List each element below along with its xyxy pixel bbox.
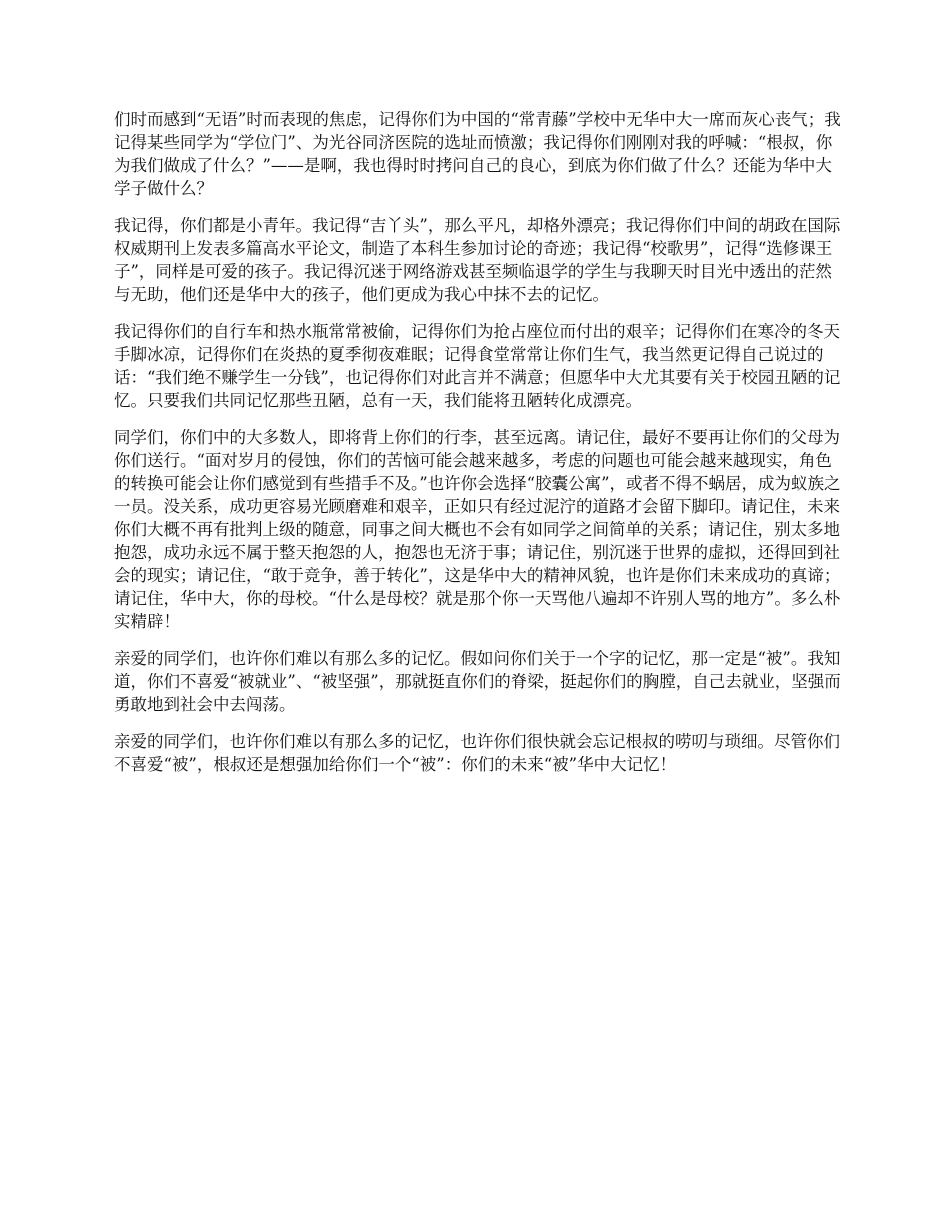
paragraph-6: 亲爱的同学们，也许你们难以有那么多的记忆，也许你们很快就会忘记根叔的唠叨与琐细。尽管你们不喜爱“被”，根叔还是想强加给你们一个“被”：你们的未来“被”华中大记忆！ (114, 732, 840, 774)
paragraph-1: 们时而感到“无语”时而表现的焦虑，记得你们为中国的“常青藤”学校中无华中大一席而灰心丧气；我记得某些同学为“学位门”、为光谷同济医院的选址而愤激；我记得你们刚刚对我的呼喊：“根叔，你为我们做成了什么？”——是啊，我也得时时拷问自己的良心，到底为你们做了什么？还能为华中大学子做什么？ (114, 110, 841, 198)
paragraph-3: 我记得你们的自行车和热水瓶常常被偷，记得你们为抢占座位而付出的艰辛；记得你们在寒冷的冬天手脚冰凉，记得你们在炎热的夏季彻夜难眠；记得食堂常常让你们生气，我当然更记得自己说过的话：“我们绝不赚学生一分钱”，也记得你们对此言并不满意；但愿华中大尤其要有关于校园丑陋的记忆。只要我们共同记忆那些丑陋，总有一天，我们能将丑陋转化成漂亮。 (114, 322, 841, 410)
paragraph-4: 同学们，你们中的大多数人，即将背上你们的行李，甚至远离。请记住，最好不要再让你们的父母为你们送行。“面对岁月的侵蚀，你们的苦恼可能会越来越多，考虑的问题也可能会越来越现实，角色的转换可能会让你们感觉到有些措手不及。”也许你会选择“胶囊公寓”，或者不得不蜗居，成为蚁族之一员。没关系，成功更容易光顾磨难和艰辛，正如只有经过泥泞的道路才会留下脚印。请记住，未来你们大概不再有批判上级的随意，同事之间大概也不会有如同学之间简单的关系；请记住，别太多地抱怨，成功永远不属于整天抱怨的人，抱怨也无济于事；请记住，别沉迷于世界的虚拟，还得回到社会的现实；请记住，“敢于竞争，善于转化”，这是华中大的精神风貌，也许是你们未来成功的真谛；请记住，华中大，你的母校。“什么是母校？就是那个你一天骂他八遍却不许别人骂的地方”。多么朴实精辟！ (114, 428, 841, 631)
document-page (114, 108, 844, 790)
paragraph-5: 亲爱的同学们，也许你们难以有那么多的记忆。假如问你们关于一个字的记忆，那一定是“被”。我知道，你们不喜爱“被就业”、“被坚强”，那就挺直你们的脊梁，挺起你们的胸膛，自己去就业，坚强而勇敢地到社会中去闯荡。 (114, 649, 841, 714)
paragraph-2: 我记得，你们都是小青年。我记得“吉丫头”，那么平凡，却格外漂亮；我记得你们中间的胡政在国际权威期刊上发表多篇高水平论文，制造了本科生参加讨论的奇迹；我记得“校歌男”，记得“选修课王子”，同样是可爱的孩子。我记得沉迷于网络游戏甚至频临退学的学生与我聊天时目光中透出的茫然与无助，他们还是华中大的孩子，他们更成为我心中抹不去的记忆。 (114, 216, 841, 304)
